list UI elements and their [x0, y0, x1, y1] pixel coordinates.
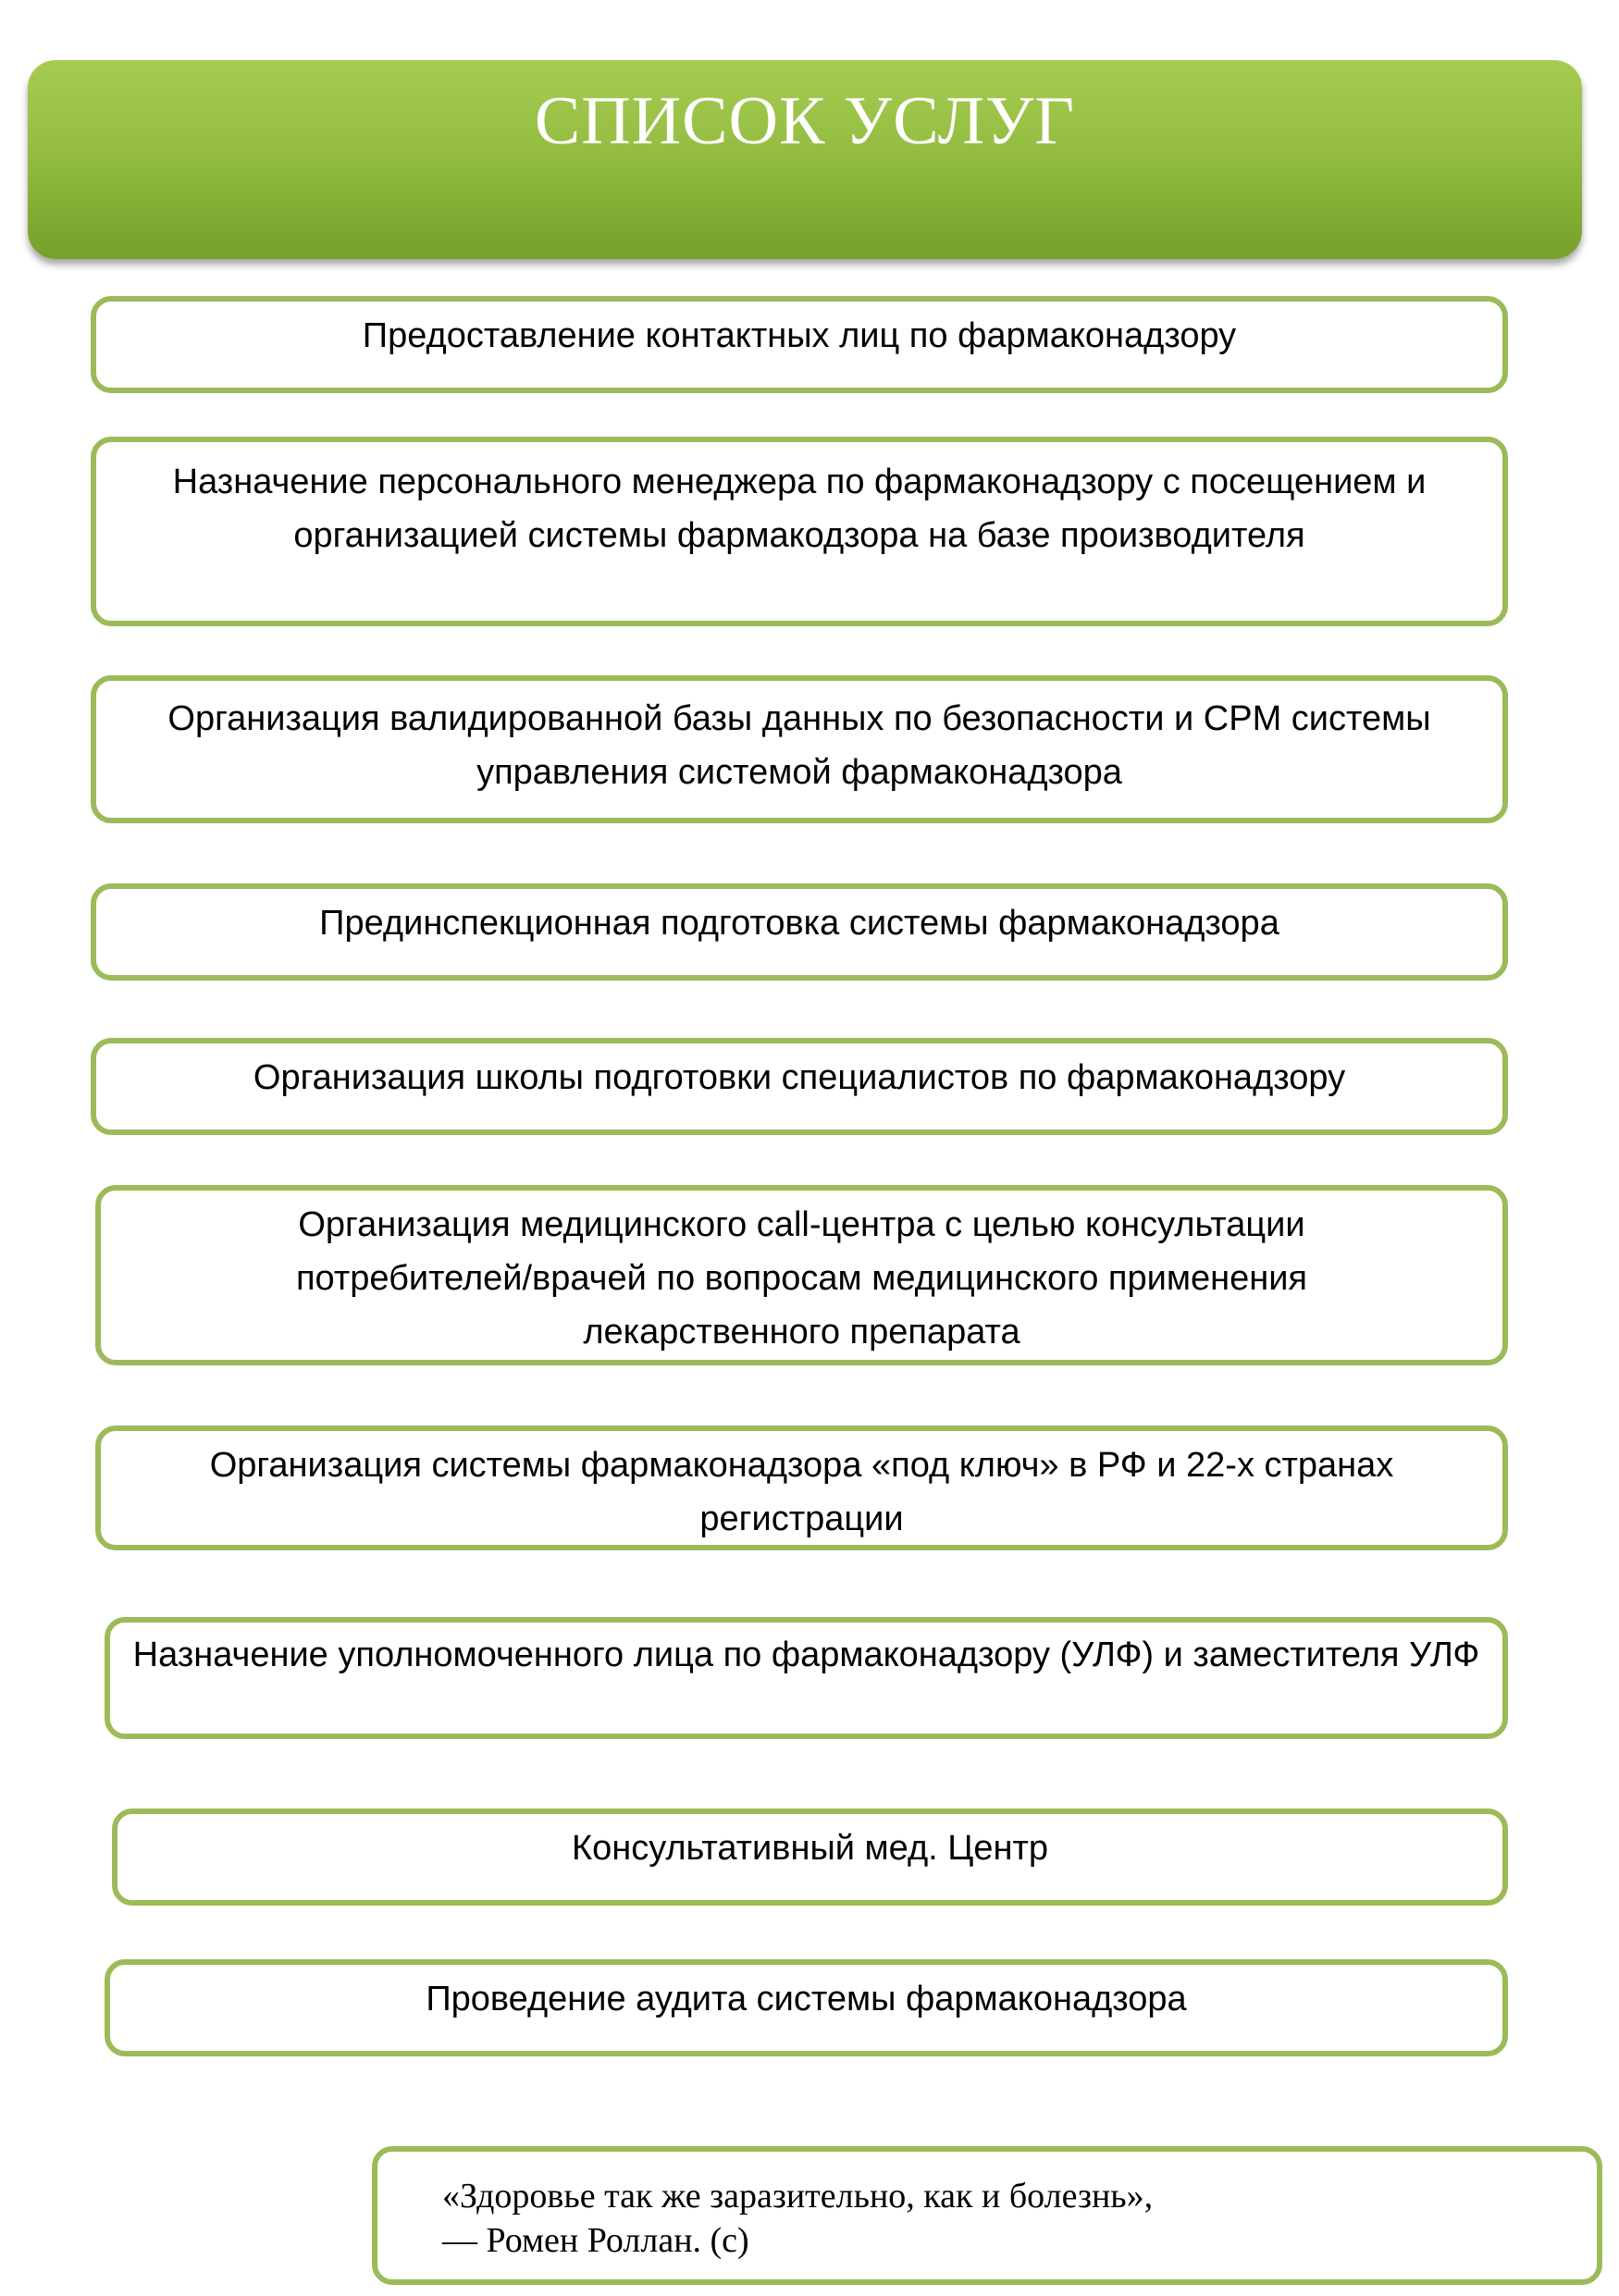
service-item — [95, 1185, 1508, 1365]
quote-text: «Здоровье так же заразительно, как и болезнь», — [442, 2177, 1154, 2216]
service-item-text: Назначение персонального менеджера по фармаконадзору с посещением и организацией системы фармакодзора на базе производителя — [172, 463, 1427, 555]
service-item — [91, 296, 1508, 393]
page-title: СПИСОК УСЛУГ — [534, 83, 1076, 159]
service-item — [112, 1808, 1508, 1906]
service-item — [105, 1617, 1508, 1739]
service-item-text: Организация школы подготовки специалистов по фармаконадзору — [253, 1058, 1346, 1097]
quote-box — [372, 2146, 1602, 2285]
service-item-text: Организация системы фармаконадзора «под ключ» в РФ и 22-х странах регистрации — [209, 1446, 1394, 1538]
service-item — [95, 1426, 1508, 1550]
service-item-text: Организация медицинского call-центра с целью консультации потребителей/врачей по вопросам медицинского применения лекарственного препарата — [295, 1205, 1308, 1352]
service-item-text: Консультативный мед. Центр — [571, 1829, 1049, 1868]
service-item — [91, 437, 1508, 626]
services-header — [28, 60, 1582, 259]
service-item — [105, 1959, 1508, 2056]
service-item-text: Проведение аудита системы фармаконадзора — [426, 1980, 1187, 2018]
service-item — [91, 675, 1508, 823]
service-item-text: Предоставление контактных лиц по фармаконадзору — [362, 316, 1237, 355]
service-item-text: Назначение уполномоченного лица по фармаконадзору (УЛФ) и заместителя УЛФ — [132, 1636, 1480, 1674]
quote-author: — Ромен Роллан. (c) — [442, 2221, 749, 2260]
service-item — [91, 1038, 1508, 1135]
service-item — [91, 883, 1508, 981]
service-item-text: Организация валидированной базы данных по безопасности и CPM системы управления системой фармаконадзора — [167, 699, 1431, 792]
service-item-text: Прединспекционная подготовка системы фармаконадзора — [319, 904, 1279, 943]
